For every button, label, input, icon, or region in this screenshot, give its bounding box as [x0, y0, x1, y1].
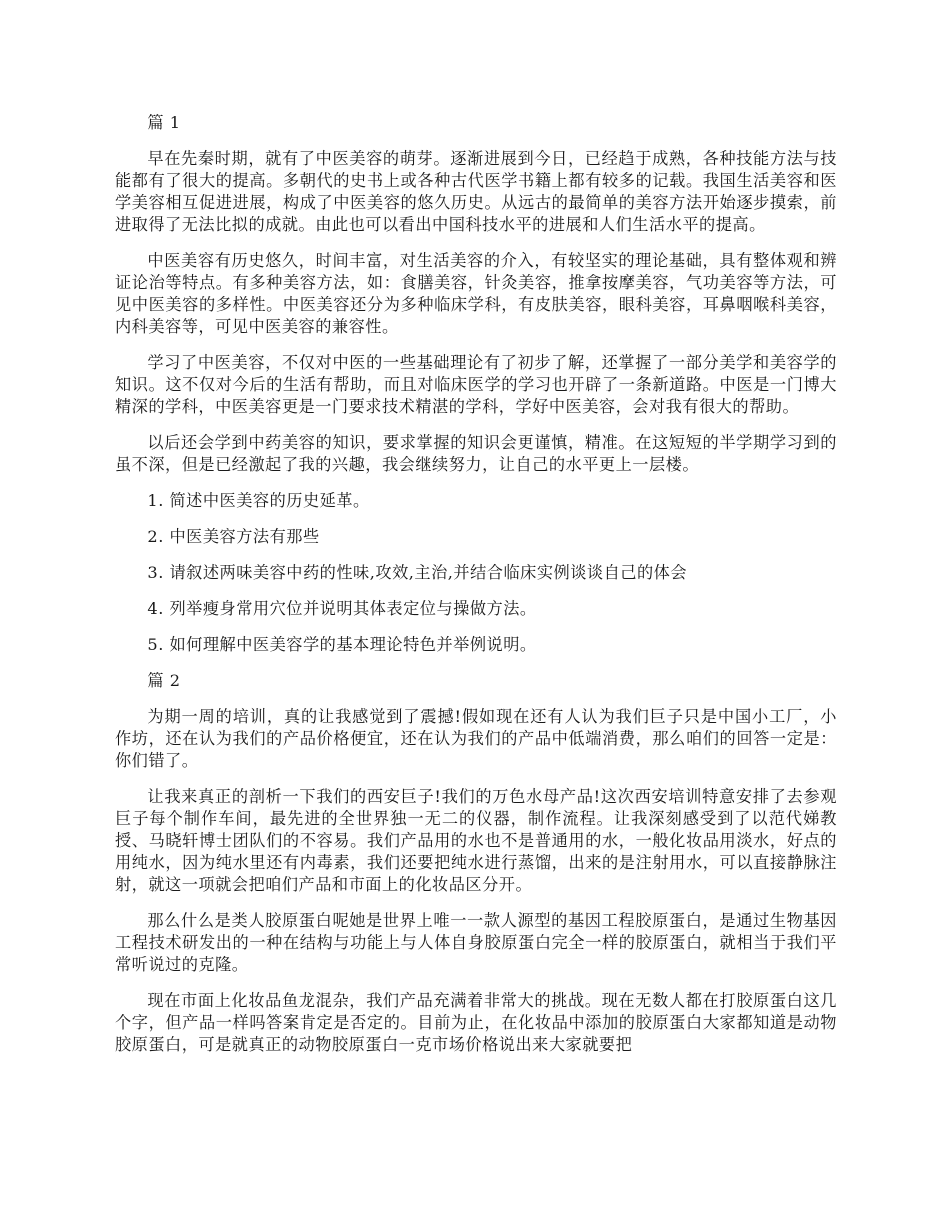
section-1-paragraph-1: 早在先秦时期，就有了中医美容的萌芽。逐渐进展到今日，已经趋于成熟，各种技能方法与技能都有了很大的提高。多朝代的史书上或各种古代医学书籍上都有较多的记载。我国生活美容和医学美容相互促进进展，构成了中医美容的悠久历史。从远古的最简单的美容方法开始逐步摸索，前进取得了无法比拟的成就。由此也可以看出中国科技水平的进展和人们生活水平的提高。 [115, 149, 837, 234]
section-2-paragraph-3: 那么什么是类人胶原蛋白呢她是世界上唯一一款人源型的基因工程胶原蛋白，是通过生物基因工程技术研发出的一种在结构与功能上与人体自身胶原蛋白完全一样的胶原蛋白，就相当于我们平常听说过的克隆。 [115, 911, 837, 974]
section-1-paragraph-4: 以后还会学到中药美容的知识，要求掌握的知识会更谨慎，精准。在这短短的半学期学习到的虽不深，但是已经激起了我的兴趣，我会继续努力，让自己的水平更上一层楼。 [115, 433, 837, 474]
document-body [115, 112, 837, 1070]
question-2: 2. 中医美容方法有那些 [147, 527, 320, 546]
question-1: 1. 简述中医美容的历史延革。 [147, 491, 370, 510]
question-5: 5. 如何理解中医美容学的基本理论特色并举例说明。 [147, 635, 537, 654]
section-2-paragraph-2: 让我来真正的剖析一下我们的西安巨子!我们的万色水母产品!这次西安培训特意安排了去参观巨子每个制作车间，最先进的全世界独一无二的仪器，制作流程。让我深刻感受到了以范代娣教授、马晓轩博士团队们的不容易。我们产品用的水也不是普通用的水，一般化妆品用淡水，好点的用纯水，因为纯水里还有内毒素，我们还要把纯水进行蒸馏，出来的是注射用水，可以直接静脉注射，就这一项就会把咱们产品和市面上的化妆品区分开。 [115, 787, 837, 894]
section-1-paragraph-2: 中医美容有历史悠久，时间丰富，对生活美容的介入，有较坚实的理论基础，具有整体观和辨证论治等特点。有多种美容方法，如：食膳美容，针灸美容，推拿按摩美容，气功美容等方法，可见中医美容的多样性。中医美容还分为多种临床学科，有皮肤美容，眼科美容，耳鼻咽喉科美容，内科美容等，可见中医美容的兼容性。 [115, 251, 837, 336]
section-2-paragraph-1: 为期一周的培训，真的让我感觉到了震撼!假如现在还有人认为我们巨子只是中国小工厂，小作坊，还在认为我们的产品价格便宜，还在认为我们的产品中低端消费，那么咱们的回答一定是：你们错了。 [115, 707, 837, 770]
section-2-heading: 篇 2 [147, 671, 181, 690]
question-4: 4. 列举瘦身常用穴位并说明其体表定位与操做方法。 [147, 599, 537, 618]
section-2-paragraph-4: 现在市面上化妆品鱼龙混杂，我们产品充满着非常大的挑战。现在无数人都在打胶原蛋白这几个字，但产品一样吗答案肯定是否定的。目前为止，在化妆品中添加的胶原蛋白大家都知道是动物胶原蛋白，可是就真正的动物胶原蛋白一克市场价格说出来大家就要把 [115, 991, 837, 1054]
section-1-heading: 篇 1 [147, 113, 181, 132]
question-3: 3. 请叙述两味美容中药的性味,攻效,主治,并结合临床实例谈谈自己的体会 [147, 563, 688, 582]
section-1-paragraph-3: 学习了中医美容，不仅对中医的一些基础理论有了初步了解，还掌握了一部分美学和美容学的知识。这不仅对今后的生活有帮助，而且对临床医学的学习也开辟了一条新道路。中医是一门博大精深的学科，中医美容更是一门要求技术精湛的学科，学好中医美容，会对我有很大的帮助。 [115, 353, 837, 416]
